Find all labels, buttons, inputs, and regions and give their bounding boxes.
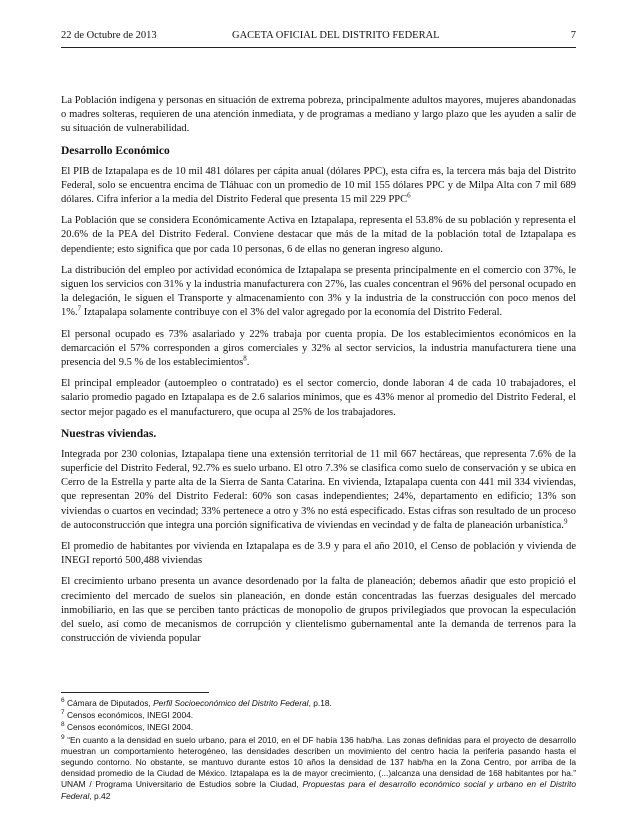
footnote-text: Censos económicos, INEGI 2004. <box>66 722 194 733</box>
footnote-number: 9 <box>61 733 65 741</box>
footnote-9 <box>61 735 576 802</box>
footnote-ref-9[interactable]: 9 <box>563 517 568 526</box>
paragraph-territory <box>61 448 576 533</box>
heading-desarrollo-economico: Desarrollo Económico <box>61 144 170 157</box>
footnote-8 <box>61 722 576 733</box>
footnote-text: Cámara de Diputados, <box>66 698 154 708</box>
footnote-ref-7[interactable]: 7 <box>77 304 82 313</box>
footnote-number: 6 <box>61 697 65 705</box>
heading-nuestras-viviendas: Nuestras viviendas. <box>61 427 157 440</box>
paragraph-text: El PIB de Iztapalapa es de 10 mil 481 dólares per cápita anual (dólares PPC), esta cifra es, la tercera más baja del Distrito Federal, solo se encuentra encima de Tláhuac con un promedio de 10 mil 155 dólares PPC y de Milpa Alta con 7 mil 689 dólares. Cifra inferior a la media del Distrito Federal que presenta 15 mil 229 PPC <box>61 165 576 206</box>
footnote-text-end: , p.42 <box>89 790 111 801</box>
page-body <box>61 94 576 654</box>
footnote-text-end: , p.18. <box>308 698 332 708</box>
paragraph-text: El personal ocupado es 73% asalariado y 22% trabaja por cuenta propia. De los establecimientos económicos en la demarcación el 57% corresponden a giros comerciales y 32% al sector servicios, la industria manufacturera tiene una presencia del 9.5 % de los establecimientos <box>61 328 576 369</box>
page-header <box>61 30 576 48</box>
footnote-title: Perfil Socioeconómico del Distrito Federal <box>153 698 309 708</box>
footnote-number: 8 <box>61 721 65 729</box>
footnote-7 <box>61 710 576 721</box>
footnote-text: “En cuanto a la densidad en suelo urbano, para el 2010, en el DF había 136 hab/ha. Las zonas definidas para el proyecto de desarrollo muestran un comportamiento heterogéneo, las densidades describen un movimiento del centro hacia la periferia pasando hasta el segundo contorno. No obstante, se mantuvo durante estos 10 años la densidad de 137 hab/ha en la Zona Centro, por arriba de la densidad promedio de la Ciudad de México. Iztapalapa es la de mayor crecimiento, (...)alcanza una densidad de 168 habitantes por ha.” UNAM / Programa Universitario de Estudios sobre la Ciudad, <box>61 734 577 790</box>
paragraph-end: . <box>246 357 250 369</box>
page-number: 7 <box>570 30 576 41</box>
footnote-6 <box>61 698 576 709</box>
paragraph-vulnerable-population: La Población indígena y personas en situación de extrema pobreza, principalmente adultos mayores, mujeres abandonadas o madres solteras, requieren de una atención inmediata, y de programas a mediano y largo plazo que les ayuden a salir de su situación de vulnerabilidad. <box>61 95 576 135</box>
footnote-text: Censos económicos, INEGI 2004. <box>66 710 194 721</box>
paragraph-pea: La Población que se considera Económicamente Activa en Iztapalapa, representa el 53.8% de su población y representa el 20.6% de la PEA del Distrito Federal. Conviene destacar que más de la mitad de la población total de Iztapalapa es dependiente; esto significa que por cada 10 personas, 6 de ellas no generan ingreso alguno. <box>61 215 576 255</box>
footnote-number: 7 <box>61 709 65 717</box>
footnote-ref-6[interactable]: 6 <box>407 191 411 200</box>
header-divider <box>61 47 576 48</box>
footnotes <box>61 698 576 803</box>
paragraph-employed-personnel <box>61 328 576 371</box>
paragraph-main-employer: El principal empleador (autoempleo o contratado) es el sector comercio, donde laboran 4 de cada 10 trabajadores, el salario promedio pagado en Iztapalapa es de 2.6 salarios mínimos, que es 43% menor al promedio del Distrito Federal, el sector mejor pagado es el manufacturero, que ocupa al 25% de los trabajadores. <box>61 378 576 418</box>
footnote-title: Propuestas para el desarrollo económico social y urbano en el Distrito Federal <box>61 779 576 801</box>
paragraph-urban-growth: El crecimiento urbano presenta un avance desordenado por la falta de planeación; debemos añadir que esto propició el crecimiento del mercado de suelos sin planeación, en donde están concentradas las fuerzas desiguales del mercado inmobiliario, en las que se perciben tanto prácticas de monopolio de grupos privilegiados que provocan la especulación del suelo, así como de mecanismos de corrupción y clientelismo gubernamental ante la demanda de terrenos para la construcción de vivienda popular <box>61 576 576 645</box>
header-title: GACETA OFICIAL DEL DISTRITO FEDERAL <box>232 30 440 41</box>
paragraph-employment-distribution <box>61 264 576 321</box>
paragraph-household-average: El promedio de habitantes por vivienda en Iztapalapa es de 3.9 y para el año 2010, el Censo de población y vivienda de INEGI reportó 500,488 viviendas <box>61 541 576 567</box>
header-date: 22 de Octubre de 2013 <box>61 30 157 41</box>
paragraph-pib <box>61 165 576 208</box>
paragraph-text: Integrada por 230 colonias, Iztapalapa tiene una extensión territorial de 11 mil 667 hectáreas, que representa 7.6% de la superficie del Distrito Federal, 92.7% es suelo urbano. El otro 7.3% se clasifica como suelo de conservación y se ubica en Cerro de la Estrella y parte alta de la Sierra de Santa Catarina. En vivienda, Iztapalapa cuenta con 441 mil 334 viviendas, que representan 20% del Distrito Federal: 60% son casas independientes; 24%, departamento en edificio; 13% son viviendas o cuartos en vecindad; 33% pertenece a otro y 3% no está especificado. Estas cifras son resultado de un proceso de autoconstrucción que integra una porción significativa de viviendas en vecindad y de falta de planeación urbanística. <box>61 448 576 531</box>
paragraph-text-continued: Iztapalapa solamente contribuye con el 3% del valor agregado por la economía del Distrito Federal. <box>81 307 503 319</box>
paragraph-text: La distribución del empleo por actividad económica de Iztapalapa se presenta principalmente en el comercio con 37%, le siguen los servicios con 31% y la industria manufacturera con 27%, las cuales concentran el 96% del personal ocupado en la delegación, le siguen el Transporte y almacenamiento con 3% y la industria de la construcción con poco menos del 1%. <box>61 264 576 319</box>
footnote-ref-8[interactable]: 8 <box>243 354 247 363</box>
footnote-divider <box>61 692 209 693</box>
